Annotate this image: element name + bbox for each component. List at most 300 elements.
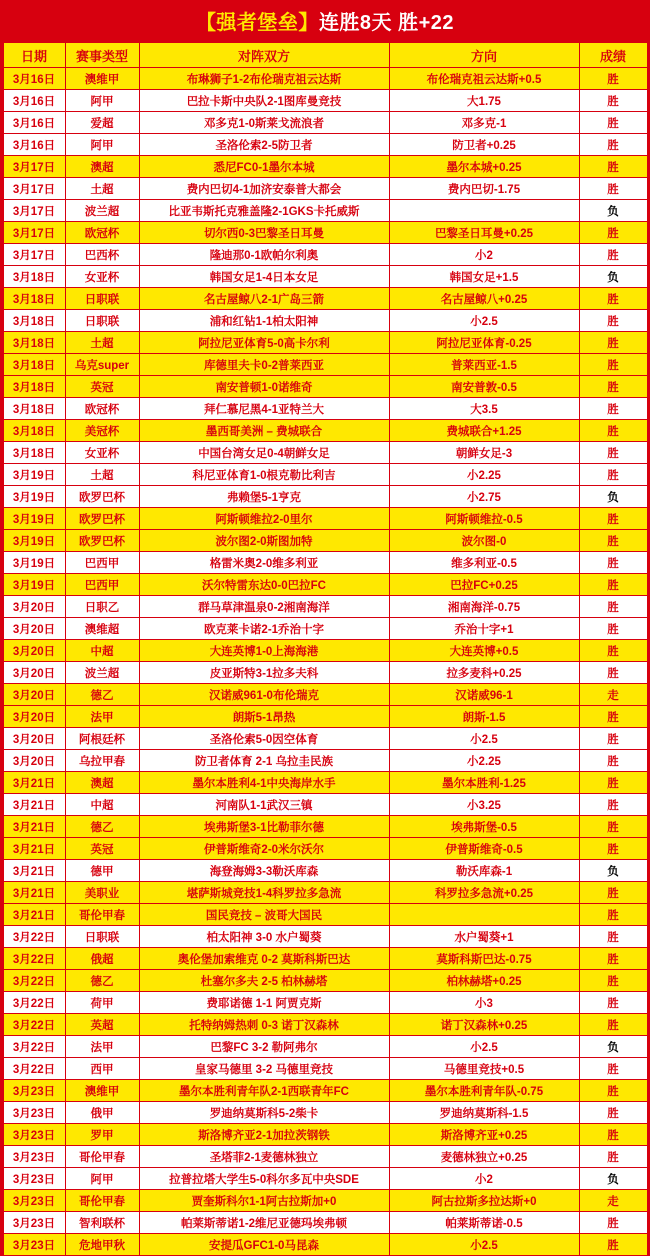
- cell-result: 胜: [579, 728, 647, 750]
- cell-direction: 斯洛博齐亚+0.25: [389, 1124, 579, 1146]
- results-table: [3, 42, 648, 1256]
- cell-match: 巴黎FC 3-2 勒阿弗尔: [139, 1036, 389, 1058]
- cell-match: 格雷米奥2-0维多利亚: [139, 552, 389, 574]
- cell-result: 胜: [579, 794, 647, 816]
- cell-result: 负: [579, 486, 647, 508]
- cell-direction: 埃弗斯堡-0.5: [389, 816, 579, 838]
- table-row: [3, 1058, 647, 1080]
- cell-date: 3月20日: [3, 662, 65, 684]
- cell-type: 巴西杯: [65, 244, 139, 266]
- table-row: [3, 816, 647, 838]
- cell-type: 日职联: [65, 310, 139, 332]
- cell-match: 墨尔本胜利青年队2-1西联青年FC: [139, 1080, 389, 1102]
- column-header-type: 赛事类型: [65, 43, 139, 68]
- cell-match: 欧克莱卡诺2-1乔治十字: [139, 618, 389, 640]
- cell-direction: 小3.25: [389, 794, 579, 816]
- cell-match: 浦和红钻1-1柏太阳神: [139, 310, 389, 332]
- cell-type: 荷甲: [65, 992, 139, 1014]
- cell-type: 德乙: [65, 684, 139, 706]
- cell-result: 负: [579, 1168, 647, 1190]
- cell-direction: 小3: [389, 992, 579, 1014]
- table-row: [3, 1234, 647, 1256]
- cell-type: 英超: [65, 1014, 139, 1036]
- cell-result: 负: [579, 860, 647, 882]
- table-row: [3, 68, 647, 90]
- table-row: [3, 1014, 647, 1036]
- cell-match: 墨尔本胜利4-1中央海岸水手: [139, 772, 389, 794]
- cell-result: 胜: [579, 1058, 647, 1080]
- cell-match: 韩国女足1-4日本女足: [139, 266, 389, 288]
- table-row: [3, 904, 647, 926]
- cell-date: 3月21日: [3, 794, 65, 816]
- cell-result: 胜: [579, 1212, 647, 1234]
- table-row: [3, 398, 647, 420]
- cell-date: 3月17日: [3, 178, 65, 200]
- cell-date: 3月19日: [3, 530, 65, 552]
- cell-match: 国民竞技 – 波哥大国民: [139, 904, 389, 926]
- cell-type: 德乙: [65, 970, 139, 992]
- cell-direction: 罗迪纳莫斯科-1.5: [389, 1102, 579, 1124]
- cell-type: 美职业: [65, 882, 139, 904]
- table-row: [3, 310, 647, 332]
- cell-date: 3月18日: [3, 420, 65, 442]
- cell-match: 杜塞尔多夫 2-5 柏林赫塔: [139, 970, 389, 992]
- cell-direction: 维多利亚-0.5: [389, 552, 579, 574]
- cell-match: 皇家马德里 3-2 马德里竞技: [139, 1058, 389, 1080]
- cell-result: 胜: [579, 112, 647, 134]
- table-row: [3, 618, 647, 640]
- cell-date: 3月23日: [3, 1212, 65, 1234]
- cell-result: 胜: [579, 750, 647, 772]
- cell-type: 土超: [65, 464, 139, 486]
- cell-date: 3月21日: [3, 838, 65, 860]
- cell-result: 胜: [579, 816, 647, 838]
- cell-match: 中国台湾女足0-4朝鲜女足: [139, 442, 389, 464]
- cell-date: 3月23日: [3, 1234, 65, 1256]
- cell-type: 巴西甲: [65, 574, 139, 596]
- page-title: [0, 0, 650, 42]
- cell-result: 胜: [579, 948, 647, 970]
- cell-match: 安提瓜GFC1-0马昆森: [139, 1234, 389, 1256]
- cell-type: 欧罗巴杯: [65, 486, 139, 508]
- cell-match: 群马草津温泉0-2湘南海洋: [139, 596, 389, 618]
- cell-date: 3月16日: [3, 68, 65, 90]
- cell-date: 3月18日: [3, 266, 65, 288]
- cell-type: 土超: [65, 178, 139, 200]
- cell-result: 胜: [579, 1146, 647, 1168]
- cell-match: 防卫者体育 2-1 乌拉圭民族: [139, 750, 389, 772]
- cell-type: 俄超: [65, 948, 139, 970]
- cell-direction: 布伦瑞克祖云达斯+0.5: [389, 68, 579, 90]
- cell-result: 胜: [579, 332, 647, 354]
- table-row: [3, 1146, 647, 1168]
- cell-match: 柏太阳神 3-0 水户蜀葵: [139, 926, 389, 948]
- cell-match: 波尔图2-0斯图加特: [139, 530, 389, 552]
- cell-type: 英冠: [65, 376, 139, 398]
- cell-match: 伊普斯维奇2-0米尔沃尔: [139, 838, 389, 860]
- cell-match: 切尔西0-3巴黎圣日耳曼: [139, 222, 389, 244]
- cell-direction: 水户蜀葵+1: [389, 926, 579, 948]
- cell-direction: 小2.5: [389, 728, 579, 750]
- cell-date: 3月17日: [3, 222, 65, 244]
- cell-result: 胜: [579, 926, 647, 948]
- cell-direction: 费内巴切-1.75: [389, 178, 579, 200]
- cell-result: 胜: [579, 838, 647, 860]
- table-row: [3, 992, 647, 1014]
- cell-date: 3月20日: [3, 684, 65, 706]
- cell-type: 哥伦甲春: [65, 1146, 139, 1168]
- cell-type: 欧罗巴杯: [65, 508, 139, 530]
- cell-result: 胜: [579, 552, 647, 574]
- cell-type: 日职乙: [65, 596, 139, 618]
- cell-direction: [389, 904, 579, 926]
- cell-direction: 勒沃库森-1: [389, 860, 579, 882]
- cell-match: 南安普顿1-0诺维奇: [139, 376, 389, 398]
- cell-date: 3月22日: [3, 1058, 65, 1080]
- cell-direction: 拉多麦科+0.25: [389, 662, 579, 684]
- cell-result: 负: [579, 266, 647, 288]
- cell-direction: 汉诺威96-1: [389, 684, 579, 706]
- cell-direction: 大3.5: [389, 398, 579, 420]
- cell-match: 科尼亚体育1-0根克勒比利吉: [139, 464, 389, 486]
- cell-result: 胜: [579, 1124, 647, 1146]
- cell-result: 胜: [579, 464, 647, 486]
- cell-direction: 韩国女足+1.5: [389, 266, 579, 288]
- cell-direction: 大连英博+0.5: [389, 640, 579, 662]
- cell-type: 巴西甲: [65, 552, 139, 574]
- cell-direction: 朗斯-1.5: [389, 706, 579, 728]
- cell-direction: 墨尔本城+0.25: [389, 156, 579, 178]
- table-row: [3, 750, 647, 772]
- cell-type: 女亚杯: [65, 442, 139, 464]
- cell-date: 3月18日: [3, 376, 65, 398]
- cell-result: 胜: [579, 178, 647, 200]
- cell-match: 沃尔特雷东达0-0巴拉FC: [139, 574, 389, 596]
- cell-match: 斯洛博齐亚2-1加拉茨钢铁: [139, 1124, 389, 1146]
- cell-match: 阿拉尼亚体育5-0高卡尔利: [139, 332, 389, 354]
- table-row: [3, 508, 647, 530]
- cell-match: 费内巴切4-1加济安泰普大都会: [139, 178, 389, 200]
- cell-date: 3月19日: [3, 486, 65, 508]
- cell-match: 拜仁慕尼黑4-1亚特兰大: [139, 398, 389, 420]
- cell-result: 胜: [579, 618, 647, 640]
- cell-result: 胜: [579, 244, 647, 266]
- cell-type: 中超: [65, 794, 139, 816]
- cell-match: 帕莱斯蒂诺1-2维尼亚德玛埃弗顿: [139, 1212, 389, 1234]
- cell-direction: 墨尔本胜利-1.25: [389, 772, 579, 794]
- cell-date: 3月20日: [3, 750, 65, 772]
- cell-date: 3月22日: [3, 1036, 65, 1058]
- cell-type: 澳超: [65, 156, 139, 178]
- cell-match: 贾奎斯科尔1-1阿古拉斯加+0: [139, 1190, 389, 1212]
- table-row: [3, 596, 647, 618]
- cell-date: 3月20日: [3, 596, 65, 618]
- cell-type: 阿根廷杯: [65, 728, 139, 750]
- table-row: [3, 178, 647, 200]
- table-row: [3, 90, 647, 112]
- cell-direction: 邓多克-1: [389, 112, 579, 134]
- cell-match: 罗迪纳莫斯科5-2柴卡: [139, 1102, 389, 1124]
- cell-type: 爱超: [65, 112, 139, 134]
- cell-direction: 小2.5: [389, 1036, 579, 1058]
- cell-result: 胜: [579, 574, 647, 596]
- cell-match: 大连英博1-0上海海港: [139, 640, 389, 662]
- table-row: [3, 1168, 647, 1190]
- cell-date: 3月20日: [3, 706, 65, 728]
- cell-match: 朗斯5-1昂热: [139, 706, 389, 728]
- cell-date: 3月23日: [3, 1124, 65, 1146]
- table-row: [3, 266, 647, 288]
- table-row: [3, 332, 647, 354]
- cell-type: 波兰超: [65, 662, 139, 684]
- column-header-date: 日期: [3, 43, 65, 68]
- cell-date: 3月21日: [3, 882, 65, 904]
- cell-type: 德乙: [65, 816, 139, 838]
- cell-result: 胜: [579, 1234, 647, 1256]
- table-row: [3, 926, 647, 948]
- cell-result: 胜: [579, 354, 647, 376]
- table-row: [3, 376, 647, 398]
- cell-date: 3月16日: [3, 90, 65, 112]
- cell-type: 阿甲: [65, 134, 139, 156]
- table-row: [3, 420, 647, 442]
- cell-date: 3月22日: [3, 948, 65, 970]
- page-title-left: 【强者堡垒】: [195, 12, 319, 34]
- cell-type: 哥伦甲春: [65, 1190, 139, 1212]
- cell-type: 智利联杯: [65, 1212, 139, 1234]
- column-header-match: 对阵双方: [139, 43, 389, 68]
- cell-result: 胜: [579, 420, 647, 442]
- table-row: [3, 574, 647, 596]
- cell-type: 法甲: [65, 1036, 139, 1058]
- cell-direction: 科罗拉多急流+0.25: [389, 882, 579, 904]
- cell-match: 名古屋鲸八2-1广岛三箭: [139, 288, 389, 310]
- cell-result: 胜: [579, 508, 647, 530]
- cell-direction: 乔治十字+1: [389, 618, 579, 640]
- table-row: [3, 1102, 647, 1124]
- cell-result: 胜: [579, 596, 647, 618]
- cell-date: 3月18日: [3, 442, 65, 464]
- cell-date: 3月18日: [3, 332, 65, 354]
- cell-direction: 莫斯科斯巴达-0.75: [389, 948, 579, 970]
- cell-direction: [389, 200, 579, 222]
- table-row: [3, 860, 647, 882]
- cell-match: 皮亚斯特3-1拉多夫科: [139, 662, 389, 684]
- cell-type: 女亚杯: [65, 266, 139, 288]
- table-row: [3, 970, 647, 992]
- cell-type: 澳维甲: [65, 1080, 139, 1102]
- table-header-row: [3, 43, 647, 68]
- cell-type: 危地甲秋: [65, 1234, 139, 1256]
- cell-direction: 大1.75: [389, 90, 579, 112]
- cell-result: 胜: [579, 90, 647, 112]
- cell-date: 3月16日: [3, 112, 65, 134]
- cell-direction: 防卫者+0.25: [389, 134, 579, 156]
- cell-direction: 南安普敦-0.5: [389, 376, 579, 398]
- table-row: [3, 354, 647, 376]
- cell-type: 英冠: [65, 838, 139, 860]
- cell-direction: 麦德林独立+0.25: [389, 1146, 579, 1168]
- cell-result: 胜: [579, 288, 647, 310]
- cell-result: 走: [579, 684, 647, 706]
- table-row: [3, 486, 647, 508]
- cell-result: 胜: [579, 68, 647, 90]
- table-row: [3, 156, 647, 178]
- cell-direction: 柏林赫塔+0.25: [389, 970, 579, 992]
- cell-result: 胜: [579, 222, 647, 244]
- cell-date: 3月20日: [3, 728, 65, 750]
- cell-match: 埃弗斯堡3-1比勒菲尔德: [139, 816, 389, 838]
- cell-type: 中超: [65, 640, 139, 662]
- cell-date: 3月23日: [3, 1168, 65, 1190]
- cell-type: 阿甲: [65, 90, 139, 112]
- cell-direction: 小2.5: [389, 1234, 579, 1256]
- cell-match: 汉诺威961-0布伦瑞克: [139, 684, 389, 706]
- cell-date: 3月19日: [3, 508, 65, 530]
- cell-date: 3月18日: [3, 398, 65, 420]
- table-row: [3, 134, 647, 156]
- table-row: [3, 772, 647, 794]
- cell-result: 胜: [579, 882, 647, 904]
- cell-match: 圣洛伦索2-5防卫者: [139, 134, 389, 156]
- column-header-result: 成绩: [579, 43, 647, 68]
- cell-type: 哥伦甲春: [65, 904, 139, 926]
- cell-match: 堪萨斯城竞技1-4科罗拉多急流: [139, 882, 389, 904]
- table-row: [3, 442, 647, 464]
- cell-direction: 帕莱斯蒂诺-0.5: [389, 1212, 579, 1234]
- cell-direction: 小2: [389, 1168, 579, 1190]
- cell-result: 胜: [579, 310, 647, 332]
- table-row: [3, 222, 647, 244]
- cell-date: 3月21日: [3, 772, 65, 794]
- cell-direction: 阿拉尼亚体育-0.25: [389, 332, 579, 354]
- cell-date: 3月23日: [3, 1146, 65, 1168]
- cell-direction: 波尔图-0: [389, 530, 579, 552]
- cell-direction: 小2.5: [389, 310, 579, 332]
- cell-result: 胜: [579, 904, 647, 926]
- cell-date: 3月21日: [3, 816, 65, 838]
- cell-date: 3月17日: [3, 200, 65, 222]
- table-row: [3, 1212, 647, 1234]
- cell-direction: 阿古拉斯多拉达斯+0: [389, 1190, 579, 1212]
- cell-type: 欧罗巴杯: [65, 530, 139, 552]
- cell-direction: 墨尔本胜利青年队-0.75: [389, 1080, 579, 1102]
- cell-result: 走: [579, 1190, 647, 1212]
- cell-result: 胜: [579, 772, 647, 794]
- cell-result: 胜: [579, 1102, 647, 1124]
- cell-match: 库德里夫卡0-2普莱西亚: [139, 354, 389, 376]
- cell-date: 3月18日: [3, 288, 65, 310]
- cell-date: 3月18日: [3, 310, 65, 332]
- cell-date: 3月17日: [3, 244, 65, 266]
- cell-date: 3月19日: [3, 552, 65, 574]
- cell-result: 负: [579, 200, 647, 222]
- cell-date: 3月23日: [3, 1190, 65, 1212]
- table-row: [3, 530, 647, 552]
- cell-type: 土超: [65, 332, 139, 354]
- cell-match: 奥伦堡加索维克 0-2 莫斯科斯巴达: [139, 948, 389, 970]
- cell-date: 3月19日: [3, 574, 65, 596]
- table-row: [3, 552, 647, 574]
- table-row: [3, 288, 647, 310]
- cell-result: 胜: [579, 640, 647, 662]
- cell-type: 罗甲: [65, 1124, 139, 1146]
- cell-match: 海登海姆3-3勒沃库森: [139, 860, 389, 882]
- table-row: [3, 794, 647, 816]
- cell-date: 3月16日: [3, 134, 65, 156]
- cell-match: 邓多克1-0斯莱戈流浪者: [139, 112, 389, 134]
- cell-result: 胜: [579, 156, 647, 178]
- table-row: [3, 1124, 647, 1146]
- cell-result: 胜: [579, 1014, 647, 1036]
- cell-type: 澳维甲: [65, 68, 139, 90]
- cell-date: 3月19日: [3, 464, 65, 486]
- cell-type: 澳维超: [65, 618, 139, 640]
- cell-result: 胜: [579, 398, 647, 420]
- cell-match: 圣塔菲2-1麦德林独立: [139, 1146, 389, 1168]
- cell-result: 胜: [579, 706, 647, 728]
- table-body: [3, 68, 647, 1256]
- cell-direction: 小2.25: [389, 750, 579, 772]
- cell-match: 河南队1-1武汉三镇: [139, 794, 389, 816]
- cell-direction: 普莱西亚-1.5: [389, 354, 579, 376]
- cell-direction: 费城联合+1.25: [389, 420, 579, 442]
- table-row: [3, 684, 647, 706]
- cell-date: 3月21日: [3, 904, 65, 926]
- cell-match: 拉普拉塔大学生5-0科尔多瓦中央SDE: [139, 1168, 389, 1190]
- cell-type: 欧冠杯: [65, 222, 139, 244]
- cell-match: 阿斯顿维拉2-0里尔: [139, 508, 389, 530]
- cell-direction: 伊普斯维奇-0.5: [389, 838, 579, 860]
- column-header-direction: 方向: [389, 43, 579, 68]
- cell-type: 波兰超: [65, 200, 139, 222]
- cell-type: 澳超: [65, 772, 139, 794]
- cell-type: 阿甲: [65, 1168, 139, 1190]
- cell-direction: 小2: [389, 244, 579, 266]
- cell-date: 3月17日: [3, 156, 65, 178]
- cell-date: 3月20日: [3, 640, 65, 662]
- cell-result: 负: [579, 1036, 647, 1058]
- cell-date: 3月20日: [3, 618, 65, 640]
- cell-date: 3月21日: [3, 860, 65, 882]
- table-row: [3, 1190, 647, 1212]
- cell-match: 弗赖堡5-1亨克: [139, 486, 389, 508]
- table-row: [3, 1080, 647, 1102]
- cell-date: 3月22日: [3, 1014, 65, 1036]
- table-row: [3, 244, 647, 266]
- cell-result: 胜: [579, 442, 647, 464]
- table-row: [3, 706, 647, 728]
- cell-result: 胜: [579, 992, 647, 1014]
- cell-direction: 巴黎圣日耳曼+0.25: [389, 222, 579, 244]
- cell-type: 美冠杯: [65, 420, 139, 442]
- cell-direction: 小2.75: [389, 486, 579, 508]
- cell-match: 巴拉卡斯中央队2-1图库曼竞技: [139, 90, 389, 112]
- cell-type: 俄甲: [65, 1102, 139, 1124]
- cell-direction: 湘南海洋-0.75: [389, 596, 579, 618]
- table-row: [3, 1036, 647, 1058]
- cell-result: 胜: [579, 134, 647, 156]
- cell-type: 乌克super: [65, 354, 139, 376]
- cell-type: 法甲: [65, 706, 139, 728]
- cell-match: 托特纳姆热刺 0-3 诺丁汉森林: [139, 1014, 389, 1036]
- cell-type: 日职联: [65, 288, 139, 310]
- cell-date: 3月23日: [3, 1080, 65, 1102]
- table-row: [3, 112, 647, 134]
- cell-direction: 小2.25: [389, 464, 579, 486]
- cell-result: 胜: [579, 662, 647, 684]
- cell-match: 比亚韦斯托克雅盖隆2-1GKS卡托威斯: [139, 200, 389, 222]
